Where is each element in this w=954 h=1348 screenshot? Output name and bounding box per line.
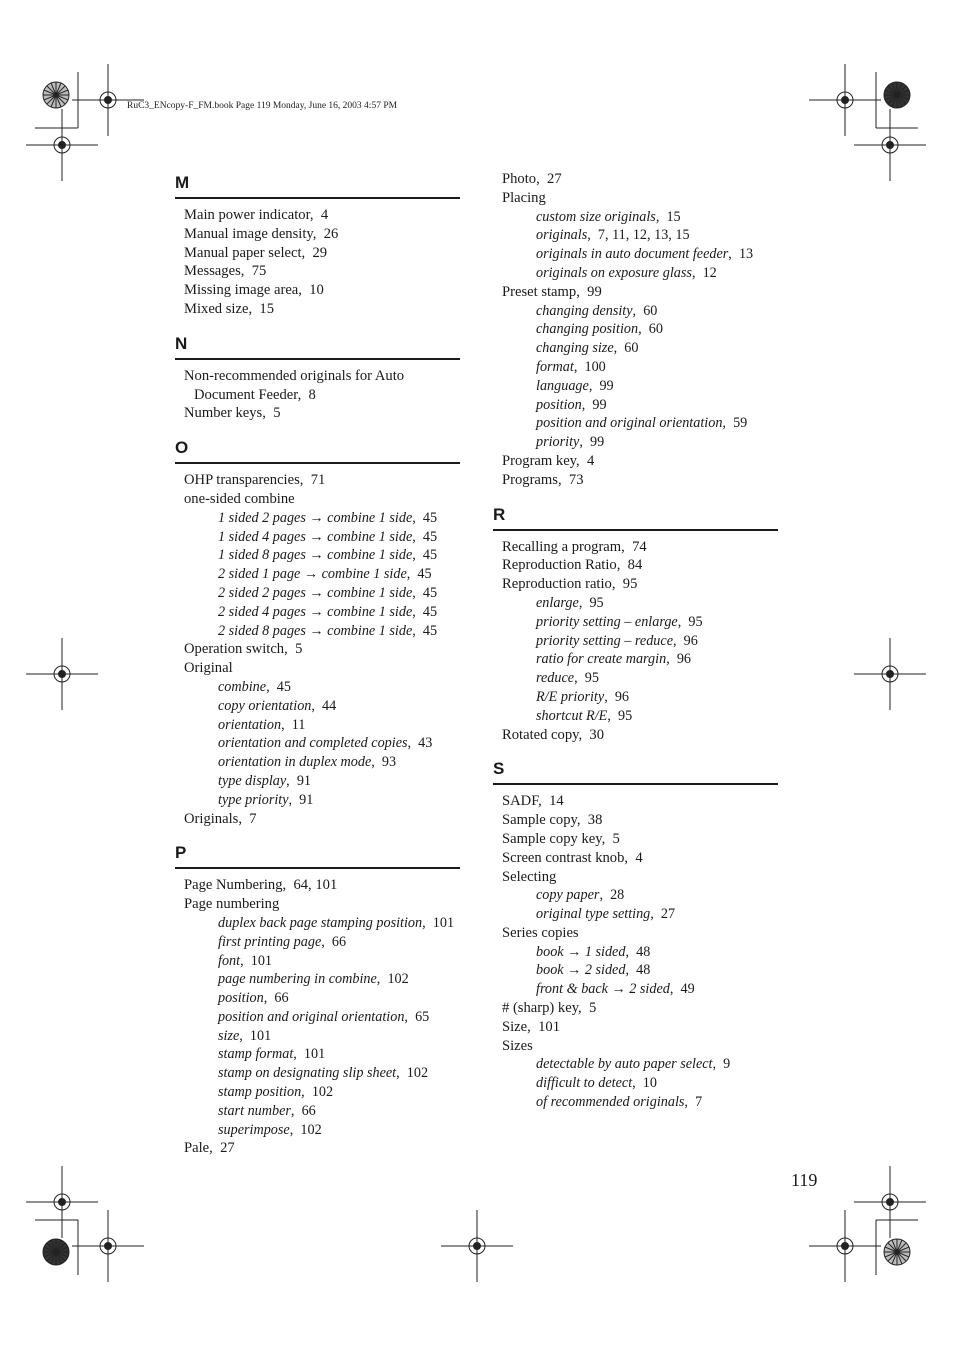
subentry-pages: , 60 <box>614 340 639 356</box>
index-entry <box>175 895 460 914</box>
entry-pages: , 30 <box>578 727 604 743</box>
subentry-term: size <box>218 1027 240 1044</box>
entry-pages: , 99 <box>576 284 602 300</box>
index-subentry <box>175 678 460 697</box>
subentry-pages: , 91 <box>286 773 311 789</box>
subentry-term: book → 2 sided <box>536 962 626 979</box>
index-subentry <box>175 509 460 528</box>
subentry-pages: , 95 <box>607 708 632 724</box>
index-entry <box>175 244 460 263</box>
subentry-pages: , 96 <box>666 651 691 667</box>
subentry-term: reduce <box>536 670 575 687</box>
section-letter: O <box>175 435 460 464</box>
subentry-term: font <box>218 952 241 969</box>
entry-term: Program key <box>502 452 577 469</box>
entry-pages: , 10 <box>298 282 324 298</box>
index-section <box>175 435 460 828</box>
subentry-pages: , 45 <box>412 585 437 601</box>
entry-term: Series copies <box>502 924 579 941</box>
book-file-header: RuC3_ENcopy-F_FM.book Page 119 Monday, June 16, 2003 4:57 PM <box>127 101 398 111</box>
subentry-term: originals in auto document feeder <box>536 246 729 263</box>
entry-term: Placing <box>502 189 546 206</box>
index-entry <box>175 471 460 490</box>
index-subentry <box>493 905 778 924</box>
subentry-term: custom size originals <box>536 208 656 225</box>
index-subentry <box>493 358 778 377</box>
entry-pages: , 5 <box>284 641 302 657</box>
index-subentry <box>175 1045 460 1064</box>
subentry-pages: , 93 <box>371 754 396 770</box>
index-entry <box>493 575 778 594</box>
subentry-pages: , 28 <box>599 887 624 903</box>
subentry-pages: , 99 <box>582 397 607 413</box>
entry-term: Programs <box>502 471 558 488</box>
index-subentry <box>175 933 460 952</box>
index-subentry <box>493 264 778 283</box>
section-letter: S <box>493 756 778 785</box>
entry-pages: , 64, 101 <box>283 877 338 893</box>
subentry-pages: , 96 <box>604 689 629 705</box>
subentry-term: stamp position <box>218 1084 302 1101</box>
index-subentry <box>493 632 778 651</box>
index-entry <box>493 452 778 471</box>
entry-pages: , 75 <box>241 263 267 279</box>
entry-pages: , 5 <box>578 1000 596 1016</box>
index-subentry <box>175 734 460 753</box>
subentry-pages: , 48 <box>625 962 650 978</box>
subentry-term: changing density <box>536 302 633 319</box>
subentry-pages: , 99 <box>579 434 604 450</box>
index-section <box>175 331 460 423</box>
subentry-pages: , 65 <box>404 1009 429 1025</box>
index-subentry <box>175 603 460 622</box>
entry-pages: , 8 <box>298 387 316 403</box>
subentry-term: R/E priority <box>536 688 605 705</box>
index-subentry <box>175 970 460 989</box>
subentry-pages: , 45 <box>407 566 432 582</box>
subentry-pages: , 45 <box>412 529 437 545</box>
entry-pages: , 5 <box>262 405 280 421</box>
index-entry <box>175 367 460 386</box>
subentry-term: priority setting – enlarge <box>536 613 678 630</box>
subentry-pages: , 44 <box>311 698 336 714</box>
index-entry <box>175 206 460 225</box>
subentry-pages: , 95 <box>678 614 703 630</box>
subentry-term: 2 sided 1 page → combine 1 side <box>218 566 407 583</box>
subentry-term: superimpose <box>218 1121 290 1138</box>
entry-term: Original <box>184 660 233 677</box>
index-subentry <box>493 886 778 905</box>
index-subentry <box>493 414 778 433</box>
index-entry <box>493 538 778 557</box>
index-subentry <box>175 753 460 772</box>
subentry-term: orientation in duplex mode <box>218 754 372 771</box>
subentry-term: position and original orientation <box>536 415 723 432</box>
index-subentry <box>175 528 460 547</box>
index-subentry <box>493 377 778 396</box>
subentry-term: original type setting <box>536 906 651 923</box>
entry-term: # (sharp) key <box>502 1000 579 1017</box>
subentry-term: 1 sided 8 pages → combine 1 side <box>218 547 413 564</box>
subentry-term: orientation and completed copies <box>218 735 408 752</box>
entry-pages: , 7 <box>238 811 256 827</box>
index-entry <box>493 170 778 189</box>
subentry-term: detectable by auto paper select <box>536 1056 713 1073</box>
subentry-term: shortcut R/E <box>536 707 608 724</box>
index-subentry <box>493 433 778 452</box>
subentry-pages: , 48 <box>625 944 650 960</box>
entry-term: Document Feeder <box>194 386 298 403</box>
index-subentry <box>175 584 460 603</box>
subentry-pages: , 43 <box>408 735 433 751</box>
index-entry <box>493 726 778 745</box>
subentry-pages: , 95 <box>579 595 604 611</box>
entry-term: OHP transparencies <box>184 472 300 489</box>
index-column-right <box>493 170 778 1124</box>
page-number: 119 <box>791 1170 818 1190</box>
subentry-pages: , 7, 11, 12, 13, 15 <box>587 227 689 243</box>
index-subentry <box>175 1121 460 1140</box>
entry-term: Page Numbering <box>184 877 283 894</box>
subentry-pages: , 12 <box>692 265 717 281</box>
subentry-term: copy orientation <box>218 697 312 714</box>
subentry-term: priority setting – reduce <box>536 632 673 649</box>
index-subentry <box>175 914 460 933</box>
entry-term: Operation switch <box>184 641 285 658</box>
subentry-term: difficult to detect <box>536 1075 633 1092</box>
entry-term: Rotated copy <box>502 726 579 743</box>
entry-term: Main power indicator <box>184 207 310 223</box>
subentry-term: orientation <box>218 716 282 733</box>
subentry-pages: , 7 <box>684 1094 702 1110</box>
subentry-pages: , 102 <box>377 971 409 987</box>
subentry-term: priority <box>536 434 580 451</box>
entry-term: Manual image density <box>184 225 313 242</box>
section-letter: P <box>175 840 460 869</box>
index-section <box>493 170 778 490</box>
entry-term: Manual paper select <box>184 244 302 261</box>
subentry-pages: , 49 <box>670 981 695 997</box>
subentry-term: first printing page <box>218 933 322 950</box>
index-subentry <box>175 791 460 810</box>
entry-term: Missing image area <box>184 282 299 299</box>
subentry-term: changing position <box>536 321 639 338</box>
entry-term: SADF <box>502 793 539 810</box>
entry-pages: , 71 <box>300 472 326 488</box>
subentry-pages: , 66 <box>264 990 289 1006</box>
subentry-term: ratio for create margin <box>536 651 667 668</box>
subentry-term: combine <box>218 678 267 695</box>
index-subentry <box>493 961 778 980</box>
index-column-left <box>175 170 460 1170</box>
index-subentry <box>175 1102 460 1121</box>
subentry-pages: , 45 <box>412 547 437 563</box>
index-entry <box>493 999 778 1018</box>
index-entry <box>493 283 778 302</box>
index-entry <box>493 792 778 811</box>
index-section <box>493 756 778 1112</box>
index-entry <box>493 811 778 830</box>
index-subentry <box>493 1074 778 1093</box>
subentry-term: start number <box>218 1102 291 1119</box>
subentry-term: language <box>536 377 589 394</box>
entry-term: Sample copy key <box>502 830 602 847</box>
index-section <box>493 502 778 745</box>
index-subentry <box>175 1064 460 1083</box>
subentry-term: of recommended originals <box>536 1094 685 1111</box>
subentry-pages: , 10 <box>632 1075 657 1091</box>
subentry-pages: , 99 <box>589 378 614 394</box>
subentry-pages: , 45 <box>412 604 437 620</box>
entry-term: Mixed size <box>184 300 249 317</box>
index-subentry <box>493 302 778 321</box>
entry-term: Number keys <box>184 405 263 422</box>
entry-pages: , 5 <box>602 831 620 847</box>
index-subentry <box>493 707 778 726</box>
subentry-term: stamp format <box>218 1046 294 1063</box>
index-subentry <box>493 669 778 688</box>
index-subentry <box>175 1008 460 1027</box>
subentry-term: type display <box>218 772 287 789</box>
subentry-pages: , 45 <box>412 510 437 526</box>
index-subentry <box>175 989 460 1008</box>
index-entry <box>493 471 778 490</box>
subentry-pages: , 96 <box>673 633 698 649</box>
index-entry <box>175 1139 460 1158</box>
index-subentry <box>175 546 460 565</box>
index-subentry <box>493 650 778 669</box>
entry-term: Preset stamp <box>502 283 577 300</box>
subentry-term: changing size <box>536 340 614 357</box>
entry-pages: , 15 <box>248 301 274 317</box>
entry-term: Messages <box>184 263 241 280</box>
subentry-term: 1 sided 2 pages → combine 1 side <box>218 509 413 526</box>
subentry-term: 2 sided 8 pages → combine 1 side <box>218 622 413 639</box>
subentry-pages: , 45 <box>266 679 291 695</box>
entry-term: one-sided combine <box>184 490 295 507</box>
entry-term: Non-recommended originals for Auto <box>184 367 405 384</box>
entry-pages: , 101 <box>527 1019 560 1035</box>
entry-term: Recalling a program <box>502 538 622 555</box>
index-entry <box>175 300 460 319</box>
index-subentry <box>493 613 778 632</box>
entry-term: Sample copy <box>502 812 577 829</box>
index-entry <box>493 189 778 208</box>
index-entry <box>175 876 460 895</box>
entry-term: Reproduction ratio <box>502 576 612 593</box>
entry-pages: , 27 <box>209 1140 235 1156</box>
entry-pages: , 74 <box>621 539 647 555</box>
subentry-term: position and original orientation <box>218 1008 405 1025</box>
subentry-term: stamp on designating slip sheet <box>218 1065 397 1082</box>
index-subentry <box>175 565 460 584</box>
index-entry <box>493 1037 778 1056</box>
index-entry <box>493 556 778 575</box>
subentry-term: 2 sided 2 pages → combine 1 side <box>218 584 413 601</box>
index-entry <box>175 281 460 300</box>
entry-term: Page numbering <box>184 896 280 913</box>
index-subentry <box>493 208 778 227</box>
subentry-pages: , 100 <box>574 359 606 375</box>
subentry-pages: , 59 <box>722 415 747 431</box>
index-entry <box>175 225 460 244</box>
index-entry <box>493 830 778 849</box>
index-entry <box>175 810 460 829</box>
subentry-term: 1 sided 4 pages → combine 1 side <box>218 528 413 545</box>
section-letter: N <box>175 331 460 360</box>
index-subentry <box>175 952 460 971</box>
subentry-pages: , 66 <box>291 1103 316 1119</box>
index-entry <box>175 404 460 423</box>
index-subentry <box>493 245 778 264</box>
subentry-pages: , 101 <box>422 915 454 931</box>
index-subentry <box>493 320 778 339</box>
entry-pages: , 84 <box>617 557 643 573</box>
entry-pages: , 14 <box>538 793 564 809</box>
index-section <box>175 840 460 1158</box>
index-subentry <box>175 1027 460 1046</box>
index-subentry <box>493 688 778 707</box>
entry-term: Reproduction Ratio <box>502 557 617 574</box>
index-subentry <box>175 716 460 735</box>
index-subentry <box>493 980 778 999</box>
subentry-pages: , 101 <box>240 953 272 969</box>
index-subentry <box>175 772 460 791</box>
index-entry <box>493 849 778 868</box>
subentry-term: front & back → 2 sided <box>536 981 670 998</box>
subentry-term: page numbering in combine <box>218 971 377 988</box>
entry-pages: , 29 <box>302 245 328 261</box>
index-entry <box>175 490 460 509</box>
subentry-pages: , 66 <box>321 934 346 950</box>
index-entry <box>175 659 460 678</box>
subentry-pages: , 102 <box>301 1084 333 1100</box>
subentry-pages: , 101 <box>293 1046 325 1062</box>
subentry-term: originals on exposure glass <box>536 264 692 281</box>
index-entry <box>175 262 460 281</box>
index-entry <box>493 924 778 943</box>
entry-term: Sizes <box>502 1037 533 1054</box>
index-subentry <box>493 396 778 415</box>
entry-pages: , 4 <box>576 453 594 469</box>
subentry-pages: , 15 <box>656 209 681 225</box>
index-subentry <box>493 339 778 358</box>
index-subentry <box>493 594 778 613</box>
index-subentry <box>175 1083 460 1102</box>
subentry-pages: , 102 <box>290 1122 322 1138</box>
entry-pages: , 38 <box>577 812 603 828</box>
subentry-pages: , 102 <box>396 1065 428 1081</box>
subentry-pages: , 60 <box>638 321 663 337</box>
index-entry <box>175 386 460 405</box>
entry-term: Selecting <box>502 868 557 885</box>
entry-pages: , 27 <box>536 171 562 187</box>
subentry-term: enlarge <box>536 594 579 611</box>
index-entry <box>493 1018 778 1037</box>
entry-pages: , 4 <box>310 207 328 223</box>
subentry-pages: , 95 <box>574 670 599 686</box>
index-entry <box>493 868 778 887</box>
subentry-term: type priority <box>218 791 289 808</box>
subentry-pages: , 27 <box>650 906 675 922</box>
subentry-pages: , 45 <box>412 623 437 639</box>
subentry-pages: , 9 <box>713 1056 731 1072</box>
subentry-term: book → 1 sided <box>536 943 626 960</box>
entry-term: Pale <box>184 1140 210 1157</box>
entry-term: Screen contrast knob <box>502 849 625 866</box>
entry-pages: , 73 <box>558 472 584 488</box>
index-subentry <box>493 226 778 245</box>
index-subentry <box>175 697 460 716</box>
index-section <box>175 170 460 319</box>
entry-term: Size <box>502 1018 528 1035</box>
index-subentry <box>175 622 460 641</box>
index-subentry <box>493 1093 778 1112</box>
subentry-pages: , 11 <box>281 717 305 733</box>
subentry-term: position <box>218 990 264 1007</box>
index-entry <box>175 640 460 659</box>
index-subentry <box>493 943 778 962</box>
section-letter: R <box>493 502 778 531</box>
subentry-term: copy paper <box>536 887 600 904</box>
subentry-pages: , 60 <box>633 303 658 319</box>
subentry-term: 2 sided 4 pages → combine 1 side <box>218 603 413 620</box>
subentry-term: duplex back page stamping position <box>218 914 423 931</box>
index-subentry <box>493 1055 778 1074</box>
section-letter: M <box>175 170 460 199</box>
entry-pages: , 26 <box>313 226 339 242</box>
subentry-pages: , 101 <box>239 1028 271 1044</box>
entry-term: Originals <box>184 810 239 827</box>
entry-pages: , 95 <box>612 576 638 592</box>
subentry-term: originals <box>536 227 588 244</box>
subentry-pages: , 13 <box>728 246 753 262</box>
entry-term: Photo <box>502 171 537 187</box>
subentry-pages: , 91 <box>289 792 314 808</box>
entry-pages: , 4 <box>624 850 642 866</box>
subentry-term: position <box>536 396 582 413</box>
subentry-term: format <box>536 358 574 375</box>
